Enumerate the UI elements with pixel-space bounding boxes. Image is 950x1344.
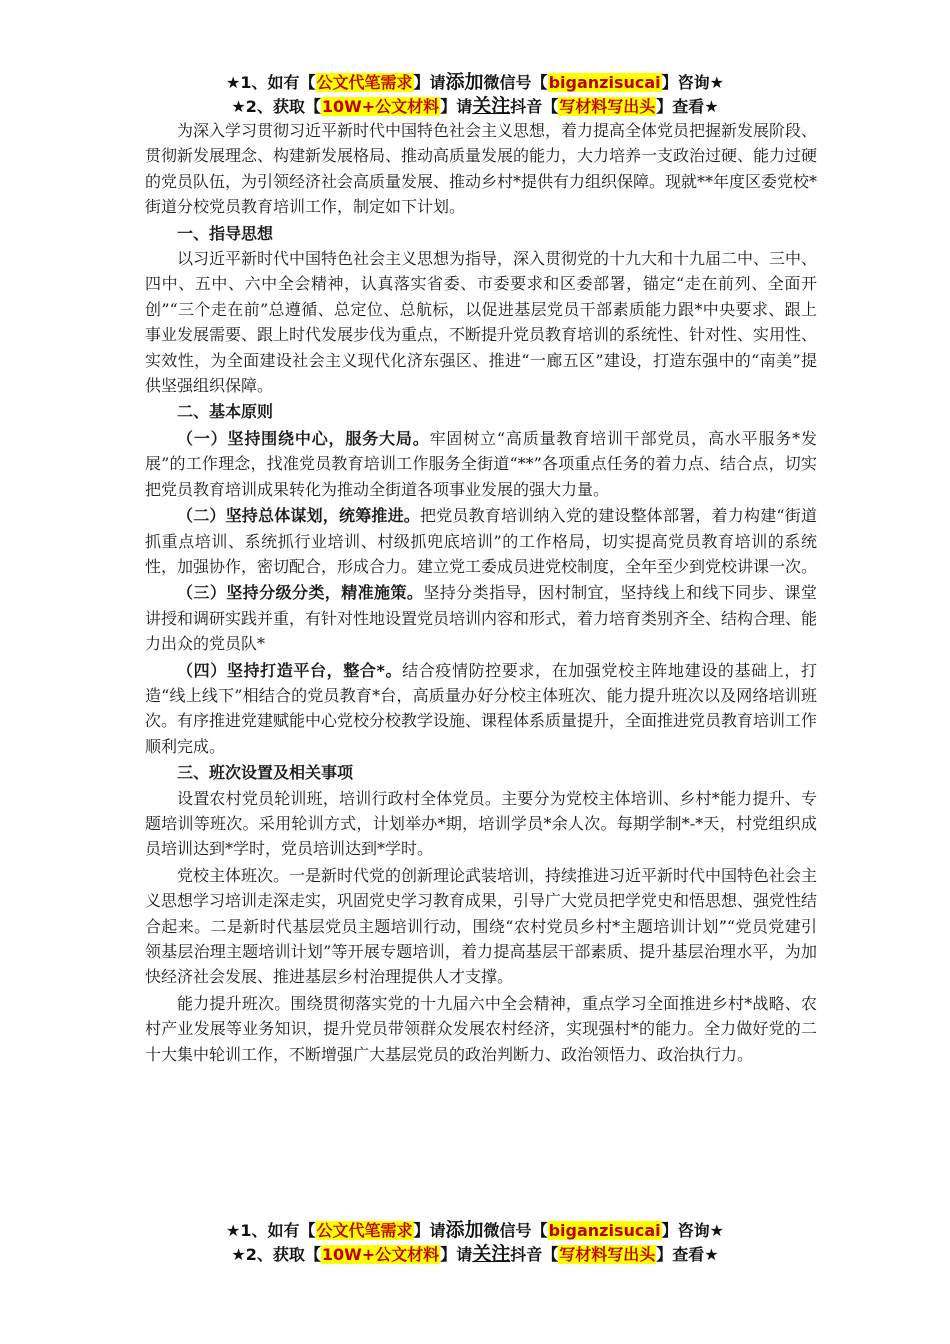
promo-highlight-douyin: 写材料写出头 [559, 97, 656, 116]
principle-2-lead: （二）坚持总体谋划，统筹推进。 [177, 506, 420, 526]
principle-2-paragraph [145, 503, 817, 579]
section-heading-basic-principles: 二、基本原则 [177, 402, 274, 422]
intro-paragraph: 为深入学习贯彻习近平新时代中国特色社会主义思想，着力提高全体党员把握新发展阶段、贯彻新发展理念、构建新发展格局、推动高质量发展的能力，大力培养一支政治过硬、能力过硬的党员队伍，为引领经济社会高质量发展、推动乡村*提供有力组织保障。现就**年度区委党校*街道分校党员教育培训工作，制定如下计划。 [145, 121, 818, 217]
promo-text: 】查看★ [656, 1245, 719, 1264]
promo-text: 】请 [413, 73, 446, 92]
principle-4-paragraph [145, 658, 817, 760]
principle-3-lead: （三）坚持分级分类，精准施策。 [177, 583, 424, 603]
promo-text: 】咨询★ [661, 1221, 724, 1240]
promo-emphasis: 关注 [472, 95, 511, 117]
promo-text: 】查看★ [656, 97, 719, 116]
promo-text: ★2、获取【 [231, 97, 321, 116]
promo-emphasis: 添加 [445, 71, 484, 93]
principle-1-lead: （一）坚持围绕中心，服务大局。 [177, 428, 430, 448]
promo-highlight-douyin: 写材料写出头 [559, 1245, 656, 1264]
principle-3-paragraph [145, 580, 817, 656]
principle-4-lead: （四）坚持打造平台，整合*。 [177, 660, 403, 680]
guiding-ideology-paragraph: 以习近平新时代中国特色社会主义思想为指导，深入贯彻党的十九大和十九届二中、三中、四中、五中、六中全会精神，认真落实省委、市委要求和区委部署，锚定“走在前列、全面开创”“三个走在前”总遵循、总定位、总航标，以促进基层党员干部素质能力跟*中央要求、跟上事业发展需要、跟上时代发展步伐为重点，不断提升党员教育培训的系统性、针对性、实用性、实效性，为全面建设社会主义现代化济东强区、推进“一廊五区”建设，打造东强中的“南美”提供坚强组织保障。 [145, 249, 818, 396]
promo-text: 】请 [440, 1245, 473, 1264]
document-body [145, 118, 817, 1067]
principle-2-body: 把党员教育培训纳入党的建设整体部署，着力构建“街道抓重点培训、系统抓行业培训、村级抓兜底培训”的工作格局，切实提高党员教育培训的系统性，加强协作，密切配合，形成合力。建立党工委成员进党校制度，全年至少到党校讲课一次。 [145, 506, 818, 576]
promo-highlight-materials: 10W+公文材料 [321, 1245, 440, 1264]
section-heading-class-settings: 三、班次设置及相关事项 [177, 763, 354, 783]
promo-text: 抖音【 [510, 97, 559, 116]
principle-4-body: 结合疫情防控要求，在加强党校主阵地建设的基础上，打造“线上线下”相结合的党员教育*台，高质量办好分校主体班次、能力提升班次以及网络培训班次。有序推进党建赋能中心党校分校教学设施、课程体系质量提升，全面推进党员教育培训工作顺利完成。 [145, 660, 818, 756]
promo-highlight-wechat-id: biganzisucai [548, 1221, 661, 1240]
promo-line-2-footer [0, 1242, 950, 1267]
promo-emphasis: 关注 [472, 1243, 511, 1265]
promo-text: 】咨询★ [661, 73, 724, 92]
promo-text: ★2、获取【 [231, 1245, 321, 1264]
promo-highlight-materials: 10W+公文材料 [321, 97, 440, 116]
promo-text: 】请 [440, 97, 473, 116]
promo-line-2 [0, 94, 950, 119]
promo-text: 微信号【 [483, 1221, 548, 1240]
promo-text: ★1、如有【 [226, 73, 316, 92]
principle-1-body: 牢固树立“高质量教育培训干部党员，高水平服务*发展”的工作理念，找准党员教育培训工作服务全街道“**”各项重点任务的着力点、结合点，切实把党员教育培训成果转化为推动全街道各项事业发展的强大力量。 [145, 428, 817, 499]
promo-highlight-wechat-id: biganzisucai [548, 73, 661, 92]
section-heading-guiding-ideology: 一、指导思想 [177, 223, 274, 243]
class-settings-paragraph: 设置农村党员轮训班，培训行政村全体党员。主要分为党校主体培训、乡村*能力提升、专题培训等班次。采用轮训方式，计划举办*期，培训学员*余人次。每期学制*-*天，村党组织成员培训达到*学时，党员培训达到*学时。 [145, 788, 817, 859]
promo-text: 微信号【 [483, 73, 548, 92]
promo-text: ★1、如有【 [226, 1221, 316, 1240]
principle-1-paragraph [145, 426, 817, 502]
promo-text: 抖音【 [510, 1245, 559, 1264]
principle-3-body: 坚持分类指导，因村制宜，坚持线上和线下同步、课堂讲授和调研实践并重，有针对性地设置党员培训内容和形式，着力培育类别齐全、结构合理、能力出众的党员队* [145, 583, 818, 654]
promo-emphasis: 添加 [445, 1219, 484, 1241]
promo-line-1-footer [0, 1218, 950, 1243]
ability-class-paragraph: 能力提升班次。围绕贯彻落实党的十九届六中全会精神，重点学习全面推进乡村*战略、农村产业发展等业务知识，提升党员带领群众发展农村经济，实现强村*的能力。全力做好党的二十大集中轮训工作，不断增强广大基层党员的政治判断力、政治领悟力、政治执行力。 [145, 993, 817, 1064]
promo-highlight-service: 公文代笔需求 [316, 1221, 413, 1240]
promo-text: 】请 [413, 1221, 446, 1240]
promo-line-1 [0, 70, 950, 95]
promo-highlight-service: 公文代笔需求 [316, 73, 413, 92]
main-class-paragraph: 党校主体班次。一是新时代党的创新理论武装培训，持续推进习近平新时代中国特色社会主义思想学习培训走深走实，巩固党史学习教育成果，引导广大党员把学党史和悟思想、强党性结合起来。二是新时代基层党员主题培训行动，围绕“农村党员乡村*主题培训计划”“党员党建引领基层治理主题培训计划”等开展专题培训，着力提高基层干部素质、提升基层治理水平，为加快经济社会发展、推进基层乡村治理提供人才支撑。 [145, 865, 818, 987]
